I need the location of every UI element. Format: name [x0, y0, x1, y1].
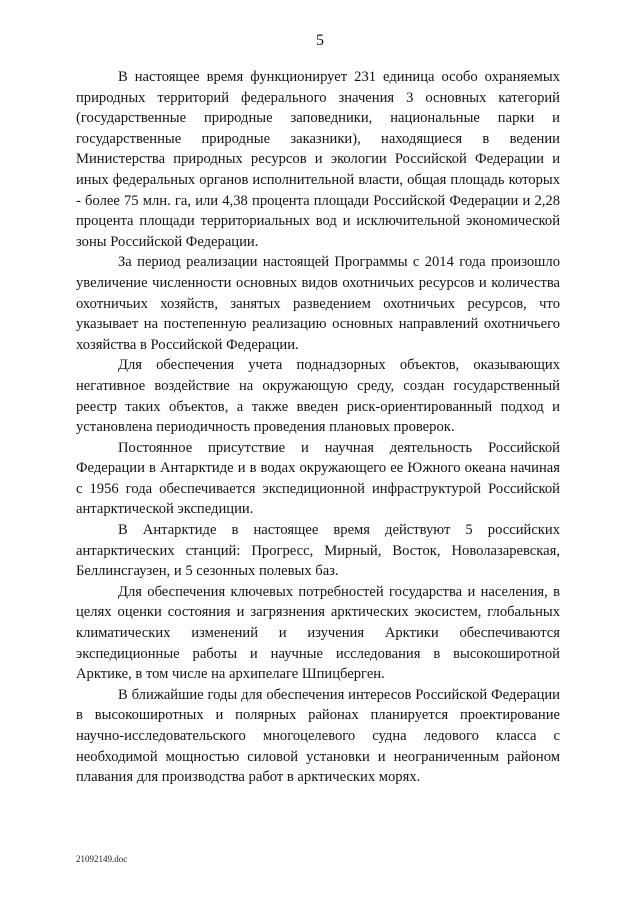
paragraph-hunting-resources: За период реализации настоящей Программы с 2014 года произошло увеличение численности основных видов охотничьих ресурсов и количества охотничьих хозяйств, занятых разведением охотничьих ресурсов, что указывает на постепенную реализацию основных направлений охотничьего хозяйства в Российской Федерации.	[76, 254, 560, 353]
paragraph-protected-areas: В настоящее время функционирует 231 единица особо охраняемых природных территорий федерального значения 3 основных категорий (государственные природные заповедники, национальные парки и государственные природные заказники), находящиеся в ведении Министерства природных ресурсов и экологии Российской Федерации и иных федеральных органов исполнительной власти, общая площадь которых - более 75 млн. га, или 4,38 процента площади Российской Федерации и 2,28 процента площади территориальных вод и исключительной экономической зоны Российской Федерации.	[76, 69, 560, 250]
document-body	[76, 67, 560, 788]
paragraph-antarctic-stations: В Антарктиде в настоящее время действуют 5 российских антарктических станций: Прогресс, Мирный, Восток, Новолазаревская, Беллинсгаузен, и 5 сезонных полевых баз.	[76, 522, 560, 580]
paragraph-antarctic-presence: Постоянное присутствие и научная деятельность Российской Федерации в Антарктиде и в водах окружающего ее Южного океана начиная с 1956 года обеспечивается экспедиционной инфраструктурой Российской антарктической экспедиции.	[76, 439, 560, 518]
document-file-code: 21092149.doc	[76, 854, 128, 864]
paragraph-supervised-objects: Для обеспечения учета поднадзорных объектов, оказывающих негативное воздействие на окружающую среду, создан государственный реестр таких объектов, а также введен риск-ориентированный подход и установлена периодичность проведения плановых проверок.	[76, 357, 560, 436]
paragraph-research-vessel: В ближайшие годы для обеспечения интересов Российской Федерации в высокоширотных и полярных районах планируется проектирование научно-исследовательского многоцелевого судна ледового класса с необходимой мощностью силовой установки и неограниченным районом плавания для производства работ в арктических морях.	[76, 686, 560, 786]
paragraph-arctic-research: Для обеспечения ключевых потребностей государства и населения, в целях оценки состояния и загрязнения арктических экосистем, глобальных климатических изменений и изучения Арктики обеспечиваются экспедиционные работы и научные исследования в высокоширотной Арктике, в том числе на архипелаге Шпицберген.	[76, 583, 560, 683]
page-number: 5	[316, 32, 324, 49]
